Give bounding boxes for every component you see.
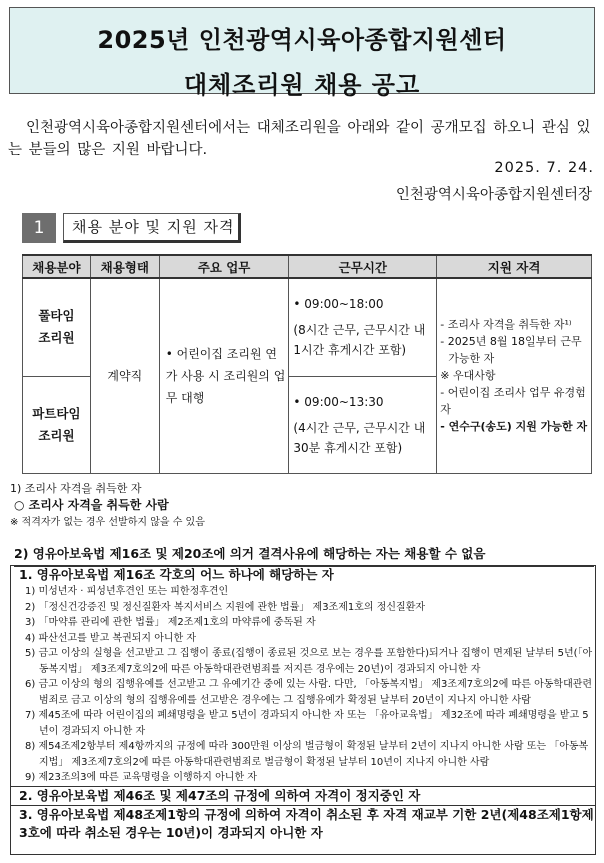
header-qualification: 지원 자격 [437,255,592,278]
list-item: 2) 「정신건강증진 및 정신질환자 복지서비스 지원에 관한 법률」 제3조제1호의 정신질환자 [25,601,426,613]
list-item: 5) 금고 이상의 실형을 선고받고 그 집행이 종료(집행이 종료된 것으로 보는 경우를 포함한다)되거나 집행이 면제된 날부터 5년(「아동복지법」 제3조제7호의2에 따른 아동학대관련범죄를 저지른 경우에는 20년)이 경과되지 아니한 자 [25,648,593,675]
field-parttime-line2: 조리원 [38,427,75,443]
section-2-title: 2) 영유아보육법 제16조 및 제20조에 의거 결격사유에 해당하는 자는 채용할 수 없음 [14,544,594,567]
note-2: ○ 조리사 자격을 취득한 사람 [14,498,169,512]
hours-parttime-detail: (4시간 근무, 근무시간 내 30분 휴게시간 포함) [293,420,426,455]
header-type: 채용형태 [90,255,159,278]
list-item: 6) 금고 이상의 형의 집행유예를 선고받고 그 유예기간 중에 있는 사람. 다만, 「아동복지법」 제3조제7호의2에 따른 아동학대관련범죄로 금고 이상의 형의 집행유예를 선고받은 경우에는 그 집행유예가 확정된 날부터 20년이 지나지 아니한 사람 [25,679,593,706]
qualification-item: ※ 우대사항 [440,369,496,383]
hours-fulltime [289,278,437,376]
qualification-item: - 2025년 8월 18일부터 근무가능한 자 [440,335,582,366]
section-1-number: 1 [22,213,56,243]
hours-parttime-time: • 09:00~13:30 [293,394,384,409]
title-line-2: 대체조리원 채용 공고 [183,71,421,99]
field-fulltime-line2: 조리원 [38,330,75,346]
employment-type: 계약직 [90,278,159,473]
item-3-title: 3. 영유아보육법 제48조제1항의 규정에 의하여 자격이 취소된 후 자격 재교부 기한 2년(제48조제1항제3호에 따라 취소된 경우는 10년)이 경과되지 아니한 자 [11,805,595,842]
title-box [9,7,595,99]
hours-fulltime-detail: (8시간 근무, 근무시간 내 1시간 휴게시간 포함) [293,323,426,358]
main-task: • 어린이집 조리원 연가 사용 시 조리원의 업무 대행 [159,278,289,473]
intro-paragraph: 인천광역시육아종합지원센터에서는 대체조리원을 아래와 같이 공개모집 하오니 관심 있는 분들의 많은 지원 바랍니다. [8,120,591,158]
header-hours: 근무시간 [289,255,437,278]
disqualification-box [10,565,596,855]
note-3: ※ 적격자가 없는 경우 선발하지 않을 수 있음 [10,517,205,528]
notes [10,480,205,531]
job-table [22,254,592,474]
item-2-title: 2. 영유아보육법 제46조 및 제47조의 규정에 의하여 자격이 정지중인 자 [11,786,595,805]
field-fulltime-line1: 풀타임 [38,308,75,324]
qualification-item: - 어린이집 조리사 업무 유경험자 [440,386,586,417]
hours-fulltime-time: • 09:00~18:00 [293,297,384,312]
hours-parttime [289,376,437,473]
item-1-title: 1. 영유아보육법 제16조 각호의 어느 하나에 해당하는 자 [19,567,334,582]
field-parttime [23,376,91,473]
list-item: 8) 제54조제2항부터 제4항까지의 규정에 따라 300만원 이상의 벌금형이 확정된 날부터 2년이 지나지 아니한 사람 또는 「아동복지법」 제3조제7호의2에 따른 아동학대관련범죄로 벌금형이 확정된 날부터 10년이 지나지 아니한 사람 [25,741,589,768]
table-header-row [23,255,592,278]
header-task: 주요 업무 [159,255,289,278]
list-item: 3) 「마약류 관리에 관한 법률」 제2조제1호의 마약류에 중독된 자 [25,617,316,628]
list-item: 4) 파산선고를 받고 복권되지 아니한 자 [25,632,197,644]
qualification-item: - 연수구(송도) 지원 가능한 자 [440,420,588,434]
qualifications [437,278,592,473]
table-row [23,278,592,376]
field-parttime-line1: 파트타임 [32,405,81,421]
qualification-item: - 조리사 자격을 취득한 자¹⁾ [440,318,572,332]
organization-name: 인천광역시육아종합지원센터장 [395,187,592,203]
title-line-1: 2025년 인천광역시육아종합지원센터 [97,26,507,54]
note-1: 1) 조리사 자격을 취득한 자 [10,482,142,495]
section-1-title: 채용 분야 및 지원 자격 [63,213,241,243]
announcement-date: 2025. 7. 24. [494,160,594,176]
item-1-list [11,584,595,786]
field-fulltime [23,278,91,376]
list-item: 1) 미성년자 · 피성년후견인 또는 피한정후견인 [25,586,229,597]
list-item: 7) 제45조에 따라 어린이집의 폐쇄명령을 받고 5년이 경과되지 아니한 자 또는 「유아교육법」 제32조에 따라 폐쇄명령을 받고 5년이 경과되지 아니한 자 [25,710,589,737]
list-item: 9) 제23조의3에 따른 교육명령을 이행하지 아니한 자 [25,772,257,783]
header-field: 채용분야 [23,255,91,278]
